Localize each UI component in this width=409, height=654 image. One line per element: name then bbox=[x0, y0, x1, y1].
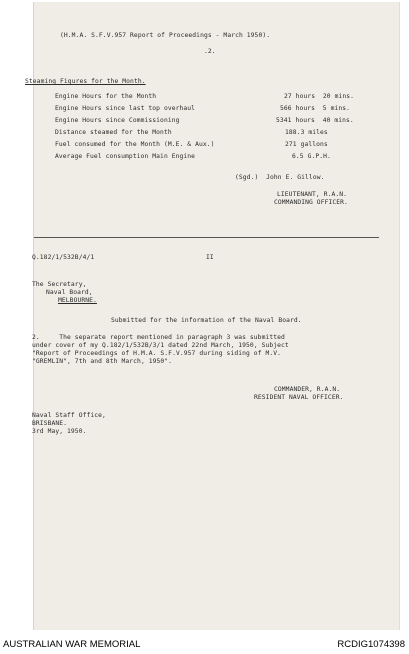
commander-title: RESIDENT NAVAL OFFICER. bbox=[254, 394, 344, 401]
paragraph-2-line-3: "Report of Proceedings of H.M.A. S.F.V.957 during siding of M.V. bbox=[32, 350, 282, 357]
office-line-1: Naval Staff Office, bbox=[32, 412, 106, 419]
steaming-value-1: 27 hours 20 mins. bbox=[284, 93, 355, 100]
steaming-label-4: Distance steamed for the Month bbox=[55, 129, 172, 136]
office-line-2: BRISBANE. bbox=[32, 420, 68, 427]
signature-line: (Sgd.) John E. Gillow. bbox=[235, 174, 325, 181]
paragraph-2-line-4: "GREMLIN", 7th and 8th March, 1950". bbox=[32, 358, 173, 365]
steaming-value-6: 6.5 G.P.H. bbox=[292, 153, 331, 160]
section-divider bbox=[34, 237, 379, 238]
addressee-line-3: MELBOURNE. bbox=[58, 297, 97, 304]
commander-rank: COMMANDER, R.A.N. bbox=[274, 386, 341, 393]
roman-numeral: II bbox=[206, 254, 214, 261]
steaming-label-5: Fuel consumed for the Month (M.E. & Aux.) bbox=[55, 141, 215, 148]
signature-rank: LIEUTENANT, R.A.N. bbox=[277, 191, 348, 198]
page-number: .2. bbox=[204, 48, 216, 55]
steaming-value-2: 566 hours 5 mins. bbox=[280, 105, 351, 112]
addressee-line-2: Naval Board, bbox=[46, 289, 93, 296]
paragraph-2-line-1: 2. The separate report mentioned in paragraph 3 was submitted bbox=[32, 334, 285, 341]
document-header: (H.M.A. S.F.V.957 Report of Proceedings - March 1950). bbox=[60, 32, 271, 39]
footer-record-id: RCDIG1074398 bbox=[337, 639, 405, 650]
steaming-title: Steaming Figures for the Month. bbox=[25, 78, 146, 85]
submitted-line: Submitted for the information of the Naval Board. bbox=[111, 317, 302, 324]
steaming-value-3: 5341 hours 40 mins. bbox=[276, 117, 354, 124]
signature-title: COMMANDING OFFICER. bbox=[274, 199, 348, 206]
document-page bbox=[25, 2, 400, 630]
steaming-value-4: 188.3 miles bbox=[285, 129, 328, 136]
steaming-label-1: Engine Hours for the Month bbox=[55, 93, 157, 100]
steaming-label-6: Average Fuel consumption Main Engine bbox=[55, 153, 196, 160]
reference-number: Q.182/1/532B/4/1 bbox=[32, 254, 95, 261]
footer-attribution: AUSTRALIAN WAR MEMORIAL bbox=[3, 639, 141, 650]
paragraph-2-line-2: under cover of my Q.182/1/532B/3/1 dated 22nd March, 1950, Subject bbox=[32, 342, 289, 349]
steaming-label-2: Engine Hours since last top overhaul bbox=[55, 105, 196, 112]
addressee-line-1: The Secretary, bbox=[32, 281, 87, 288]
office-date: 3rd May, 1950. bbox=[32, 428, 87, 435]
steaming-label-3: Engine Hours since Commissioning bbox=[55, 117, 180, 124]
steaming-value-5: 271 gallons bbox=[285, 141, 328, 148]
